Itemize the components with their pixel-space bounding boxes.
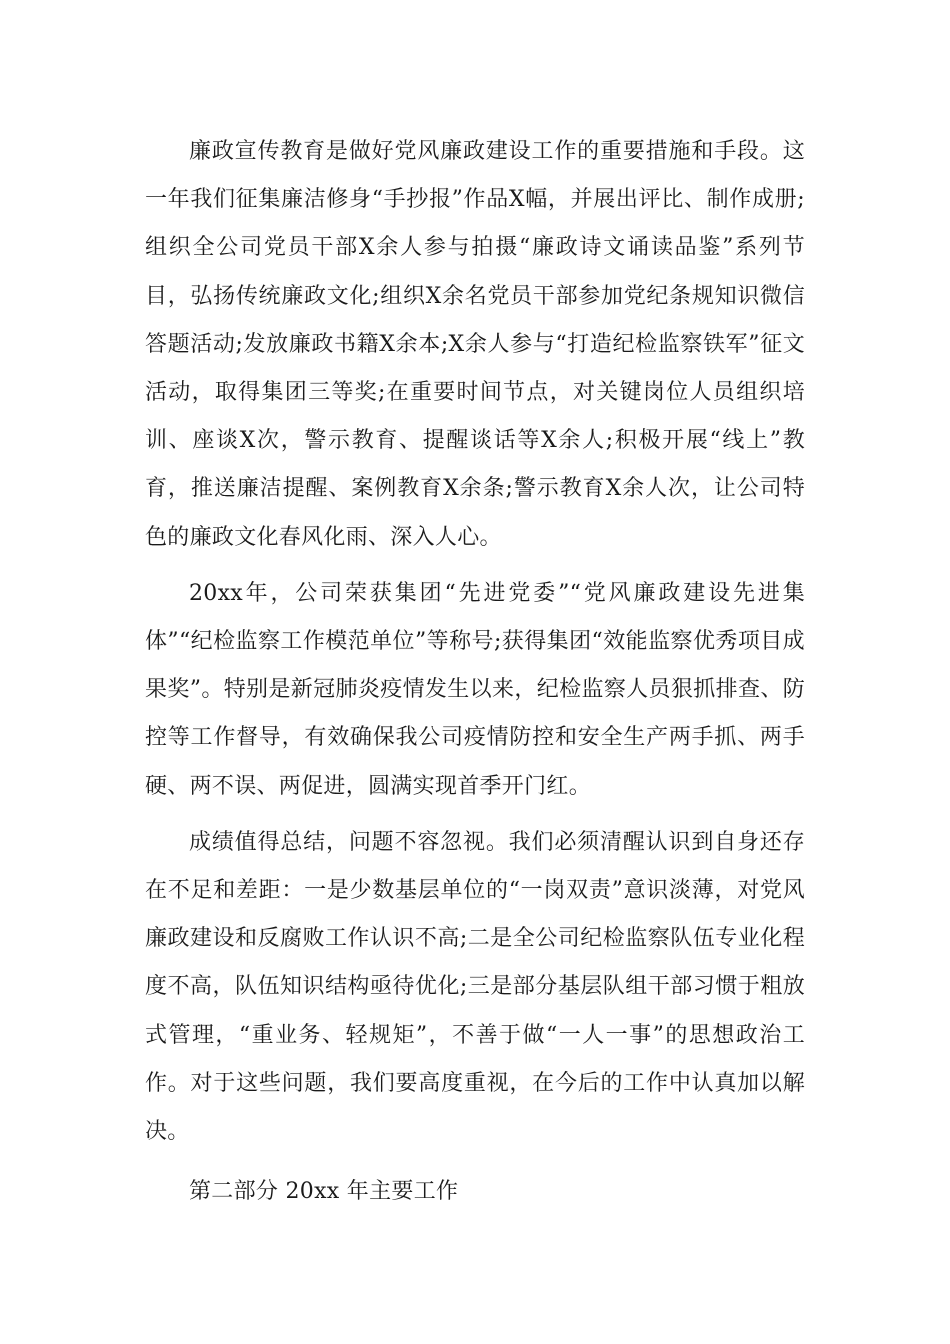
section-heading: 第二部分 20xx 年主要工作: [189, 1179, 459, 1205]
paragraph-honors: 20xx年，公司荣获集团“先进党委”“党风廉政建设先进集体”“纪检监察工作模范单位”等称号;获得集团“效能监察优秀项目成果奖”。特别是新冠肺炎疫情发生以来，纪检监察人员狠抓排查、防控等工作督导，有效确保我公司疫情防控和安全生产两手抓、两手硬、两不误、两促进，圆满实现首季开门红。: [145, 580, 805, 799]
paragraph-problems: 成绩值得总结，问题不容忽视。我们必须清醒认识到自身还存在不足和差距：一是少数基层单位的“一岗双责”意识淡薄，对党风廉政建设和反腐败工作认识不高;二是全公司纪检监察队伍专业化程度不高，队伍知识结构亟待优化;三是部分基层队组干部习惯于粗放式管理，“重业务、轻规矩”，不善于做“一人一事”的思想政治工作。对于这些问题，我们要高度重视，在今后的工作中认真加以解决。: [145, 829, 805, 1145]
document-body: [145, 128, 805, 1216]
paragraph-publicity-education: 廉政宣传教育是做好党风廉政建设工作的重要措施和手段。这一年我们征集廉洁修身“手抄报”作品X幅，并展出评比、制作成册;组织全公司党员干部X余人参与拍摄“廉政诗文诵读品鉴”系列节目，弘扬传统廉政文化;组织X余名党员干部参加党纪条规知识微信答题活动;发放廉政书籍X余本;X余人参与“打造纪检监察铁军”征文活动，取得集团三等奖;在重要时间节点，对关键岗位人员组织培训、座谈X次，警示教育、提醒谈话等X余人;积极开展“线上”教育，推送廉洁提醒、案例教育X余条;警示教育X余人次，让公司特色的廉政文化春风化雨、深入人心。: [145, 139, 805, 550]
